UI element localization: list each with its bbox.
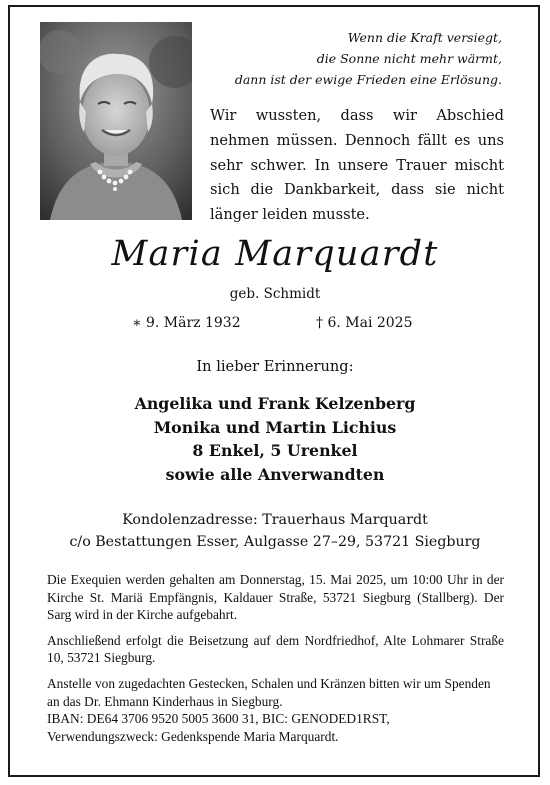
- mourners-list: [0, 392, 550, 486]
- donation-paragraph: [47, 675, 504, 745]
- exequien-paragraph: Die Exequien werden gehalten am Donnerstag, 15. Mai 2025, um 10:00 Uhr in der Kirche St. Mariä Empfängnis, Kaldauer Straße, 53721 Siegburg (Stallberg). Der Sarg wird in der Kirche aufgebahrt.: [47, 572, 504, 623]
- portrait-photo: [40, 22, 192, 220]
- donation-iban: IBAN: DE64 3706 9520 5005 3600 31, BIC: GENODED1RST,: [47, 711, 390, 727]
- deceased-name: Maria Marquardt: [111, 234, 439, 274]
- mourner-line: sowie alle Anverwandten: [165, 464, 385, 484]
- donation-purpose: Verwendungszweck: Gedenkspende Maria Marquardt.: [47, 728, 339, 744]
- poem: [200, 27, 502, 90]
- portrait-photo-image: [40, 22, 192, 220]
- birth-name: geb. Schmidt: [229, 286, 321, 302]
- memory-heading: In lieber Erinnerung:: [196, 358, 354, 375]
- mourner-line: 8 Enkel, 5 Urenkel: [192, 441, 358, 460]
- address-line: Kondolenzadresse: Trauerhaus Marquardt: [122, 512, 428, 528]
- burial-paragraph: Anschließend erfolgt die Beisetzung auf dem Nordfriedhof, Alte Lohmarer Straße 10, 53721 Siegburg.: [47, 632, 504, 666]
- poem-line: die Sonne nicht mehr wärmt,: [316, 51, 502, 66]
- intro-text: Wir wussten, dass wir Abschied nehmen müssen. Dennoch fällt es uns sehr schwer. In unsere Trauer mischt sich die Dankbarkeit, dass sie nicht länger leiden musste.: [210, 107, 504, 224]
- donation-text: Anstelle von zugedachten Gestecken, Schalen und Kränzen bitten wir um Spenden an das Dr. Ehmann Kinderhaus in Siegburg.: [47, 675, 491, 709]
- birth-date: ∗ 9. März 1932: [132, 315, 241, 331]
- poem-line: dann ist der ewige Frieden eine Erlösung.: [234, 72, 502, 87]
- address-line: c/o Bestattungen Esser, Aulgasse 27–29, 53721 Siegburg: [69, 534, 481, 550]
- poem-line: Wenn die Kraft versiegt,: [347, 30, 502, 45]
- condolence-address: [0, 509, 550, 553]
- mourner-line: Angelika und Frank Kelzenberg: [134, 394, 416, 413]
- death-date: † 6. Mai 2025: [316, 315, 413, 331]
- mourner-line: Monika und Martin Lichius: [153, 417, 397, 437]
- service-notes: [47, 571, 504, 753]
